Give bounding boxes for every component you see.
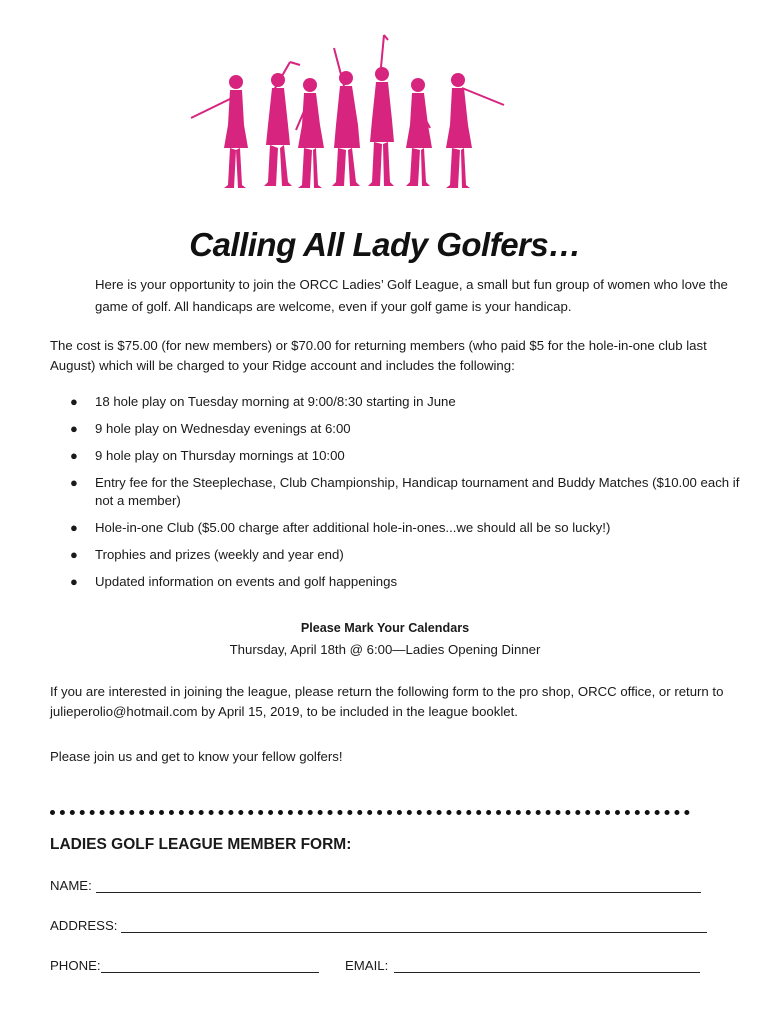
join-paragraph: Please join us and get to know your fellow golfers! — [50, 749, 343, 764]
list-item: ● Hole-in-one Club ($5.00 charge after additional hole-in-ones...we should all be so lucky!) — [70, 520, 611, 535]
phone-label: PHONE: — [50, 958, 101, 973]
intro-paragraph: Here is your opportunity to join the ORCC Ladies’ Golf League, a small but fun group of women who love the game of golf. All handicaps are welcome, even if your golf game is your handicap. — [95, 277, 728, 314]
address-input-line[interactable] — [121, 918, 707, 933]
bullet-icon: ● — [70, 574, 78, 589]
page-title: Calling All Lady Golfers… — [189, 226, 581, 263]
golfer-silhouette-6 — [406, 78, 432, 186]
form-title: LADIES GOLF LEAGUE MEMBER FORM: — [50, 836, 352, 853]
list-item: ● 9 hole play on Thursday mornings at 10:00 — [70, 448, 345, 463]
bullet-icon: ● — [70, 520, 78, 535]
email-label: EMAIL: — [345, 958, 389, 973]
golfer-silhouette-5 — [368, 35, 394, 186]
name-label: NAME: — [50, 878, 92, 893]
list-item: ● 18 hole play on Tuesday morning at 9:00/8:30 starting in June — [70, 394, 456, 409]
list-item: ● 9 hole play on Wednesday evenings at 6:00 — [70, 421, 351, 436]
phone-input-line[interactable] — [101, 958, 319, 973]
golfer-silhouette-7 — [446, 73, 504, 188]
bullet-icon: ● — [70, 448, 78, 463]
bullet-icon: ● — [70, 547, 78, 562]
email-input-line[interactable] — [394, 958, 700, 973]
address-field — [50, 918, 707, 933]
golfer-silhouette-3 — [296, 78, 324, 188]
email-field — [345, 958, 700, 973]
golfer-silhouette-4 — [332, 48, 360, 186]
cost-paragraph: The cost is $75.00 (for new members) or $70.00 for returning members (who paid $5 for the hole-in-one club last August) which will be charged to your Ridge account and includes the following: — [50, 338, 707, 373]
dotted-divider — [50, 810, 690, 815]
name-field — [50, 878, 701, 893]
lady-golfers-logo — [186, 30, 506, 195]
golfer-silhouette-1 — [191, 75, 248, 188]
bullet-icon: ● — [70, 475, 78, 490]
benefits-list — [50, 393, 740, 600]
bullet-icon: ● — [70, 421, 78, 436]
name-input-line[interactable] — [96, 878, 701, 893]
list-item: ● Updated information on events and golf happenings — [70, 574, 398, 589]
interest-paragraph: If you are interested in joining the league, please return the following form to the pro shop, ORCC office, or return to julieperolio@hotmail.com by April 15, 2019, to be included in the league booklet. — [50, 684, 724, 719]
golfer-silhouette-2 — [264, 62, 300, 186]
bullet-icon: ● — [70, 394, 78, 409]
calendar-heading: Please Mark Your Calendars — [300, 621, 470, 635]
calendar-event: Thursday, April 18th @ 6:00—Ladies Opening Dinner — [229, 642, 541, 657]
phone-field — [50, 958, 319, 973]
list-item: ● Entry fee for the Steeplechase, Club Championship, Handicap tournament and Buddy Matches ($10.00 each if not a member) — [70, 475, 740, 508]
list-item: ● Trophies and prizes (weekly and year end) — [70, 547, 344, 562]
address-label: ADDRESS: — [50, 918, 118, 933]
